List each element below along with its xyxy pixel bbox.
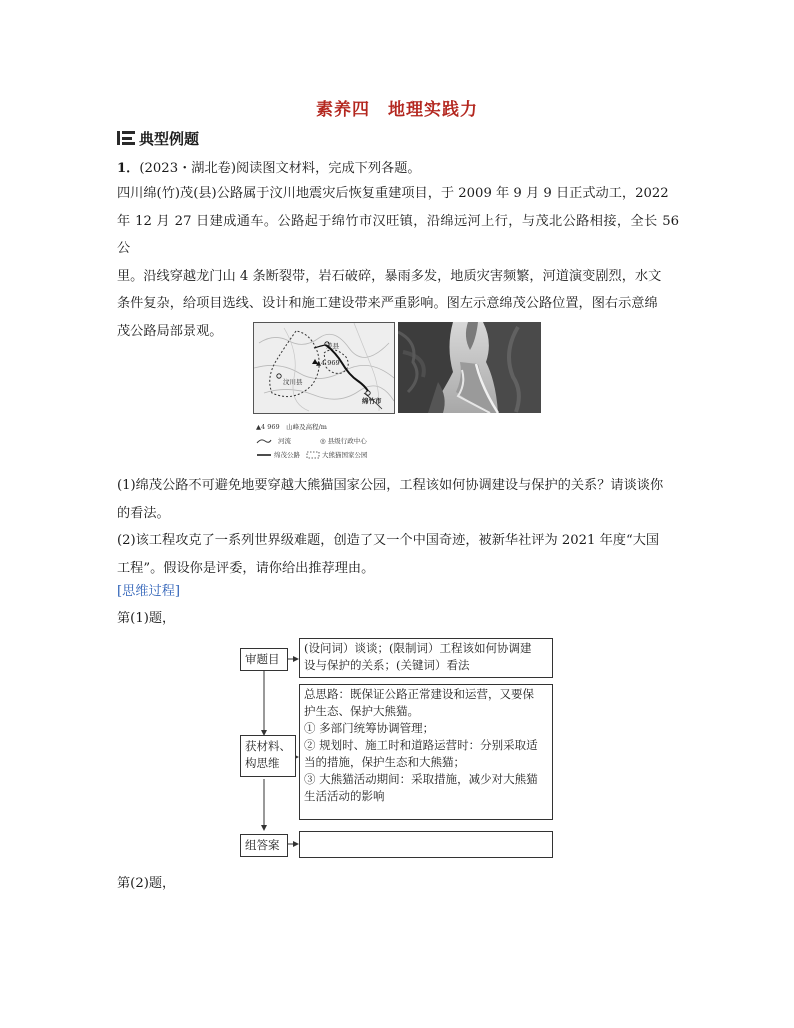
flow-step2-label-line: 获材料、 (245, 739, 291, 753)
question-source (117, 155, 679, 183)
page-title: 素养四 地理实践力 (316, 100, 478, 120)
sub-question-2-line: (2)该工程攻克了一系列世界级难题，创造了又一个中国奇迹，被新华社评为 2021 年度“大国 (117, 533, 660, 548)
park-boundary-icon (306, 451, 320, 459)
flow-step2-line: ① 多部门统筹协调管理； (304, 721, 435, 735)
flow-step1-content (299, 638, 553, 678)
river-symbol-icon (256, 437, 272, 445)
flow-step2-line: 护生态、保护大熊猫。 (304, 704, 419, 718)
legend-park: 大熊猫国家公园 (322, 451, 368, 459)
map-legend (256, 420, 436, 462)
sub-question-1-line: 的看法。 (117, 505, 170, 521)
material-line: 茂公路局部景观。 (117, 323, 223, 339)
flow-step2-label (240, 735, 296, 777)
legend-row-road-park (256, 448, 436, 462)
section-heading (117, 128, 199, 148)
map-label-wenchuan: 汶川县 (283, 378, 303, 386)
material-line: 年 12 月 27 日建成通车。公路起于绵竹市汉旺镇，沿绵远河上行，与茂北公路相接，全长 56 公 (117, 213, 679, 256)
section-label: 典型例题 (139, 129, 200, 148)
flow-step2-line: 当的措施，保护生态和大熊猫； (304, 755, 465, 769)
legend-road: 绵茂公路 (274, 451, 300, 459)
sub-question-2 (117, 527, 679, 582)
legend-row-river-county (256, 434, 436, 448)
sub-question-2-line: 工程”。假设你是评委，请你给出推荐理由。 (117, 560, 375, 576)
flow-step2-line: ② 规划时、施工时和道路运营时：分别采取适 (304, 738, 538, 752)
flow-step2-label-line: 构思维 (245, 756, 280, 770)
legend-peak: ▲4 969 山峰及高程/m (256, 423, 327, 431)
question-number: 1． (117, 161, 140, 176)
legend-river: 河流 (278, 437, 291, 445)
part1-label: 第(1)题， (117, 611, 176, 626)
location-map (253, 322, 395, 414)
map-label-mianzhu: 绵竹市 (362, 397, 382, 405)
flow-step3-answer-box (299, 831, 553, 858)
road-symbol-icon (256, 452, 272, 458)
flow-step2-content (299, 684, 553, 820)
flow-step1-line: (设问词）谈谈；(限制词）工程该如何协调建 (304, 641, 532, 655)
sub-question-1-line: (1)绵茂公路不可避免地要穿越大熊猫国家公园，工程该如何协调建设与保护的关系？请谈谈你 (117, 478, 664, 493)
list-icon (117, 131, 135, 145)
flow-step2-line: 总思路：既保证公路正常建设和运营，又要保 (304, 687, 534, 701)
material-paragraph (117, 180, 679, 345)
flow-step1-line: 设与保护的关系；(关键词）看法 (304, 658, 470, 672)
road-photo-drawing (398, 322, 541, 413)
thinking-heading: [思维过程] (117, 584, 181, 599)
material-line: 里。沿线穿越龙门山 4 条断裂带，岩石破碎，暴雨多发，地质灾害频繁，河道演变剧烈，水文 (117, 268, 662, 284)
legend-county: ◎ 县级行政中心 (320, 437, 367, 445)
material-line: 条件复杂，给项目选线、设计和施工建设带来严重影响。图左示意绵茂公路位置，图右示意绵 (117, 296, 658, 311)
flow-step2-line: ③ 大熊猫活动期间：采取措施，减少对大熊猫 (304, 772, 538, 786)
material-line: 四川绵(竹)茂(县)公路属于汶川地震灾后恢复重建项目，于 2009 年 9 月 9 日正式动工，2022 (117, 186, 669, 201)
map-label-peak: ▲4 969 (316, 359, 340, 367)
road-photo (398, 322, 541, 413)
map-label-maoxian: 茂县 (326, 342, 339, 350)
flow-step1-label: 审题目 (240, 648, 288, 671)
sub-question-1 (117, 472, 679, 527)
flow-step2-line: 生活活动的影响 (304, 789, 385, 803)
part2-label: 第(2)题， (117, 876, 176, 891)
question-source-text: (2023・湖北卷)阅读图文材料，完成下列各题。 (139, 161, 421, 176)
flow-step3-label: 组答案 (240, 834, 288, 857)
